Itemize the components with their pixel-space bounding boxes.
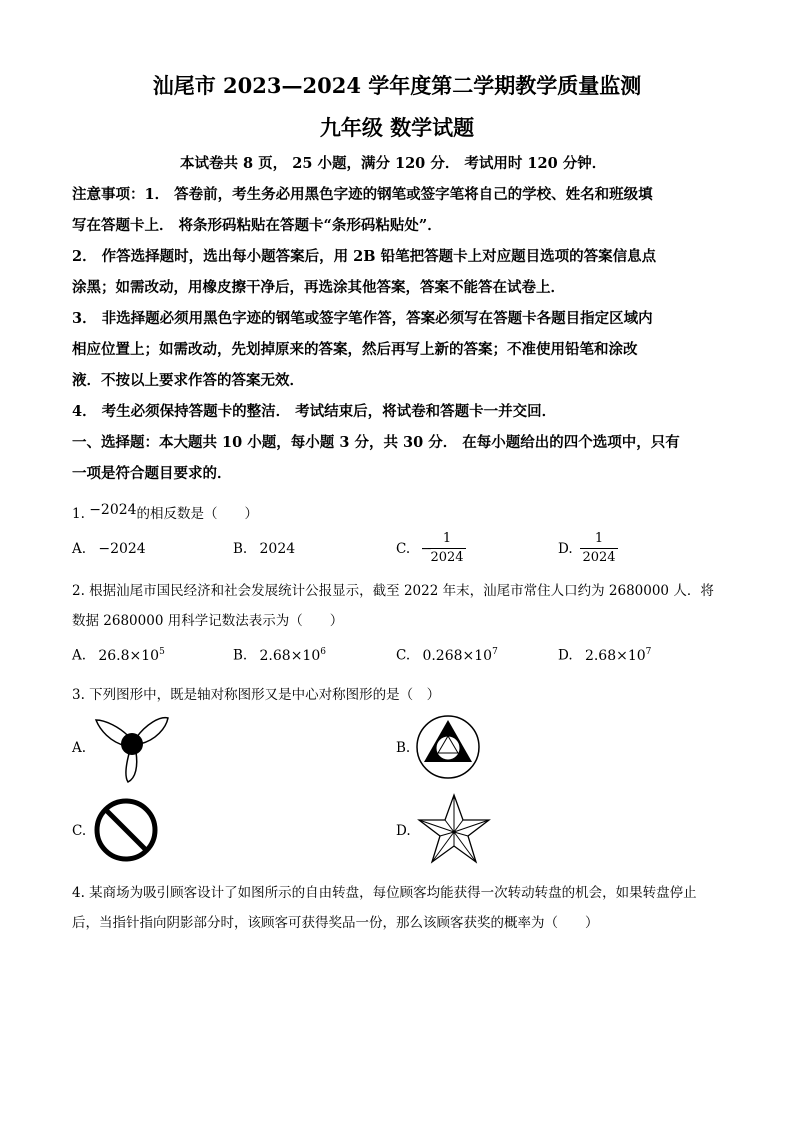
q1-option-b-value: 2024: [259, 541, 296, 557]
q2-option-a-base: 26.8×10: [98, 647, 160, 664]
q2-option-d: [558, 647, 651, 664]
q2-option-b-label: B.: [233, 647, 248, 664]
q1-option-d-numerator: 1: [594, 531, 604, 546]
note-3-line-1: 3． 非选择题必须用黑色字迹的钢笔或签字笔作答，答案必须写在答题卡各题目指定区域内: [72, 310, 653, 327]
q1-option-a-value: −2024: [98, 541, 146, 557]
q2-option-d-base: 2.68×10: [584, 647, 646, 664]
note-1-line-1: 注意事项：1． 答卷前，考生务必用黑色字迹的钢笔或签字笔将自己的学校、姓名和班级填: [72, 186, 653, 203]
question-2-line-2: 数据 2680000 用科学记数法表示为（ ）: [72, 613, 344, 629]
q1-option-c-denominator: 2024: [430, 550, 464, 565]
q2-option-c: [396, 647, 498, 664]
q1-option-c-numerator: 1: [442, 531, 452, 546]
q1-option-c-sign: −: [420, 541, 433, 557]
q3-option-c-label: C.: [72, 823, 87, 839]
q2-option-b: [233, 647, 326, 664]
q2-option-a-exponent: 5: [159, 647, 165, 657]
q1-option-d-fraction: [580, 531, 618, 566]
q2-option-c-base: 0.268×10: [422, 647, 493, 664]
exam-title: 汕尾市 2023—2024 学年度第二学期教学质量监测: [152, 73, 642, 98]
prohibition-sign-figure: [92, 796, 160, 864]
q1-option-a: [72, 541, 146, 557]
question-1-value: −2024: [89, 502, 137, 518]
q1-option-c-label: C.: [396, 541, 411, 557]
pinwheel-figure: [90, 712, 170, 784]
q2-option-a: [72, 647, 165, 664]
q3-option-b-label: B.: [396, 740, 411, 756]
exam-subtitle: 九年级 数学试题: [319, 115, 475, 140]
note-3-line-3: 液．不按以上要求作答的答案无效．: [72, 372, 304, 389]
q2-option-b-exponent: 6: [320, 647, 326, 657]
q2-option-c-exponent: 7: [492, 647, 498, 657]
section-heading-line-1: 一、选择题：本大题共 10 小题，每小题 3 分，共 30 分． 在每小题给出的四个选项中，只有: [72, 434, 680, 451]
fraction-bar: [428, 548, 466, 549]
section-heading-line-2: 一项是符合题目要求的．: [72, 465, 232, 482]
q1-option-c: [396, 541, 432, 557]
exam-info: 本试卷共 8 页， 25 小题，满分 120 分． 考试用时 120 分钟．: [180, 155, 607, 172]
question-4-line-2: 后，当指针指向阴影部分时，该顾客可获得奖品一份，那么该顾客获奖的概率为（ ）: [72, 915, 599, 931]
q1-option-d-denominator: 2024: [582, 550, 616, 565]
question-2-line-1: 2. 根据汕尾市国民经济和社会发展统计公报显示，截至 2022 年末，汕尾市常住人口约为 2680000 人．将: [72, 583, 714, 599]
q2-option-a-label: A.: [72, 647, 87, 664]
q1-option-b-label: B.: [233, 541, 248, 557]
q3-option-a-label: A.: [72, 740, 87, 756]
q1-option-d: [558, 541, 573, 557]
q1-option-b: [233, 541, 295, 557]
note-3-line-2: 相应位置上；如需改动，先划掉原来的答案，然后再写上新的答案；不准使用铅笔和涂改: [72, 341, 638, 358]
q2-option-d-exponent: 7: [645, 647, 652, 657]
note-1-line-2: 写在答题卡上． 将条形码粘贴在答题卡“条形码粘贴处”．: [72, 217, 442, 234]
q2-option-c-label: C.: [396, 647, 411, 664]
q1-option-d-label: D.: [558, 541, 573, 557]
question-1: [72, 502, 258, 522]
q3-option-d-label: D.: [396, 823, 411, 839]
circle-triangle-figure: [414, 713, 482, 781]
q2-option-d-label: D.: [558, 647, 573, 664]
note-2-line-1: 2． 作答选择题时，选出每小题答案后，用 2B 铅笔把答题卡上对应题目选项的答案信息点: [72, 248, 657, 265]
note-4-line-1: 4． 考生必须保持答题卡的整洁． 考试结束后，将试卷和答题卡一并交回．: [72, 403, 557, 420]
fraction-bar: [580, 548, 618, 549]
question-3: 3. 下列图形中，既是轴对称图形又是中心对称图形的是（ ）: [72, 687, 441, 703]
note-2-line-2: 涂黑；如需改动，用橡皮擦干净后，再选涂其他答案，答案不能答在试卷上．: [72, 279, 565, 296]
q1-option-c-fraction: [428, 531, 466, 566]
question-1-text: 的相反数是（ ）: [136, 506, 259, 522]
star-figure: [416, 792, 492, 866]
question-1-number: 1.: [72, 506, 85, 522]
question-4-line-1: 4. 某商场为吸引顾客设计了如图所示的自由转盘，每位顾客均能获得一次转动转盘的机会，如果转盘停止: [72, 885, 697, 901]
q2-option-b-base: 2.68×10: [259, 647, 321, 664]
q1-option-a-label: A.: [72, 541, 87, 557]
